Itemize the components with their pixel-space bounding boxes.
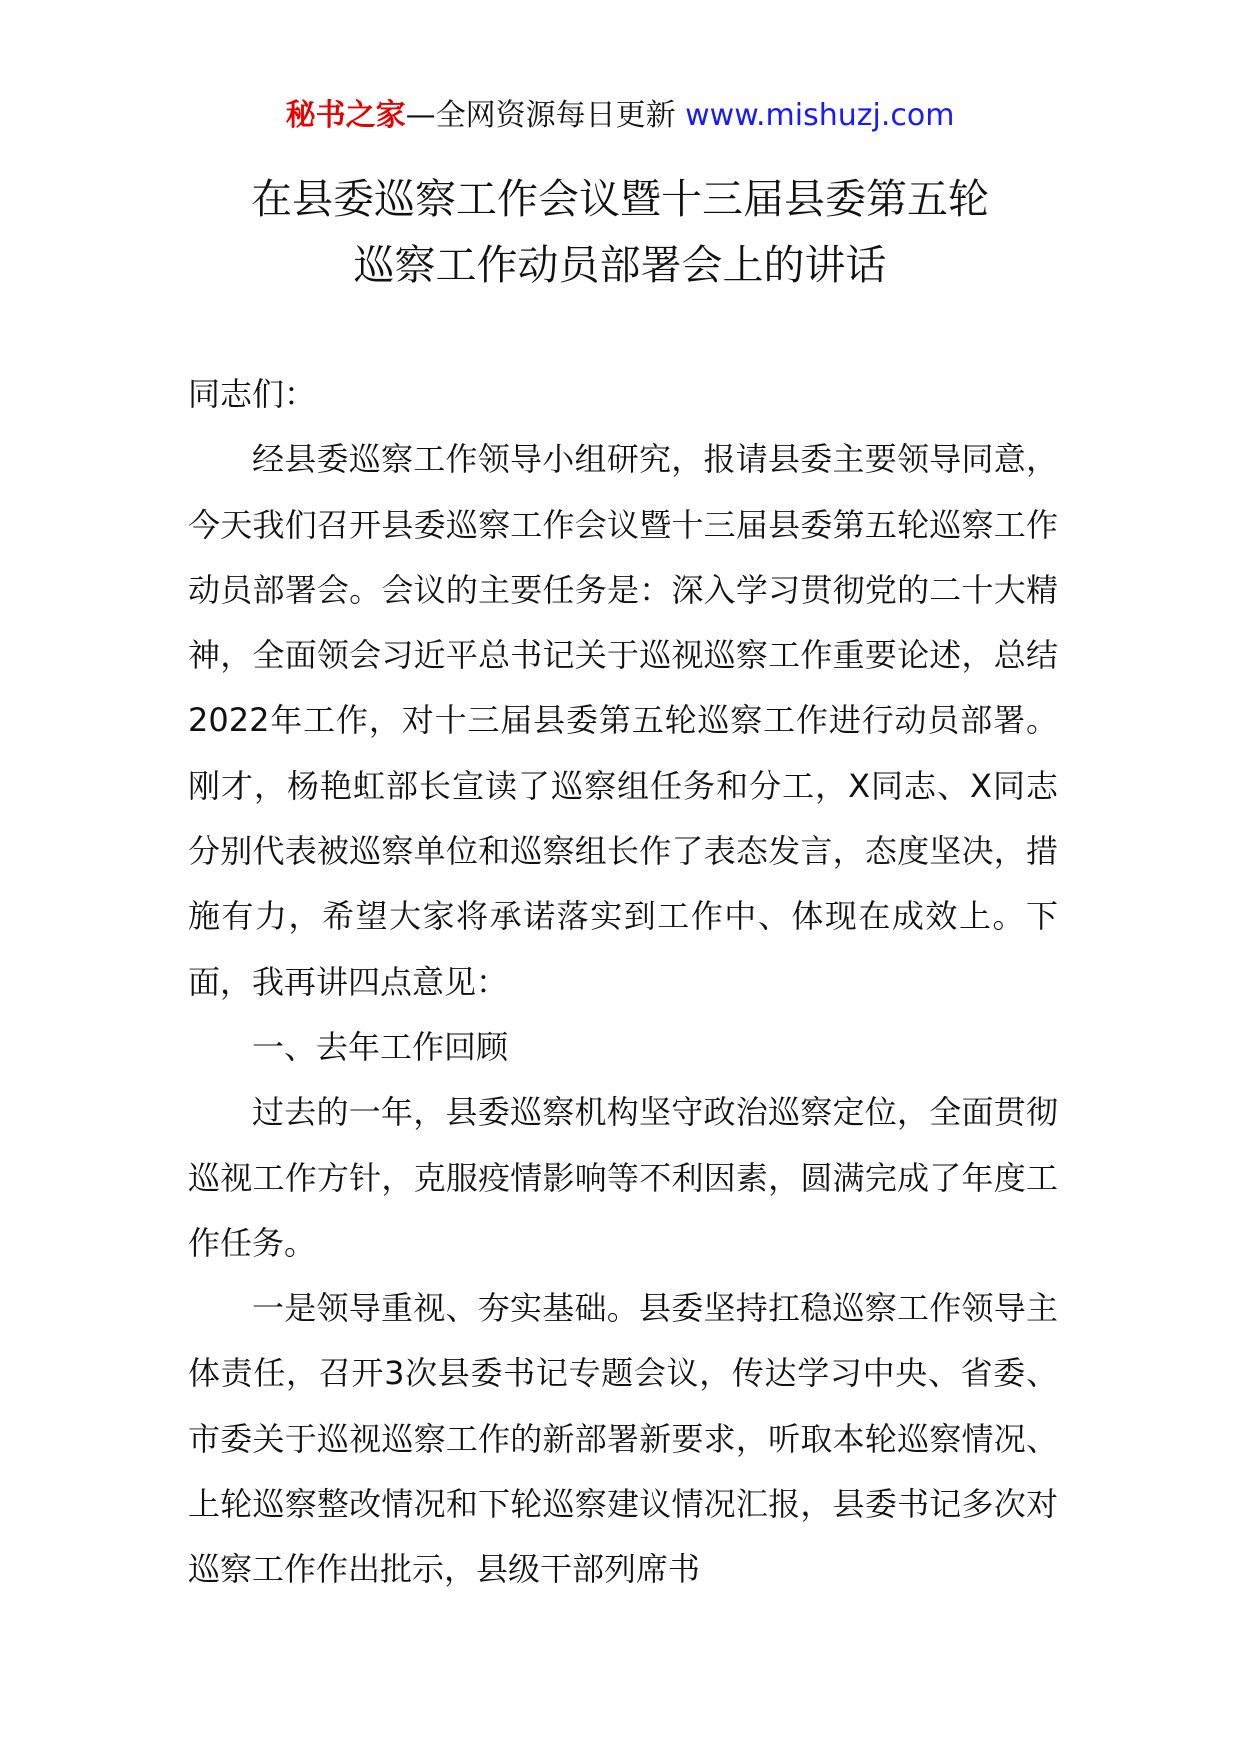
salutation: 同志们： xyxy=(188,375,317,413)
section-heading-1: 一、去年工作回顾 xyxy=(252,1027,509,1066)
title-line-1: 在县委巡察工作会议暨十三届县委第五轮 xyxy=(251,175,989,223)
document-body xyxy=(188,362,1058,1603)
document-title xyxy=(0,166,1240,298)
brand-name: 秘书之家 xyxy=(285,98,406,133)
paragraph-review: 过去的一年，县委巡察机构坚守政治巡察定位，全面贯彻巡视工作方针，克服疫情影响等不利因素，圆满完成了年度工作任务。 xyxy=(188,1093,1058,1262)
paragraph-intro: 经县委巡察工作领导小组研究，报请县委主要领导同意，今天我们召开县委巡察工作会议暨十三届县委第五轮巡察工作动员部署会。会议的主要任务是：深入学习贯彻党的二十大精神，全面领会习近平总书记关于巡视巡察工作重要论述，总结2022年工作，对十三届县委第五轮巡察工作进行动员部署。刚才，杨艳虹部长宣读了巡察组任务和分工，X同志、X同志分别代表被巡察单位和巡察组长作了表态发言，态度坚决，措施有力，希望大家将承诺落实到工作中、体现在成效上。下面，我再讲四点意见： xyxy=(188,440,1058,1001)
site-url-link[interactable]: www.mishuzj.com xyxy=(685,98,955,133)
header-slogan: —全网资源每日更新 xyxy=(405,98,676,133)
site-header xyxy=(0,96,1240,136)
title-line-2: 巡察工作动员部署会上的讲话 xyxy=(353,241,887,289)
paragraph-point-1: 一是领导重视、夯实基础。县委坚持扛稳巡察工作领导主体责任，召开3次县委书记专题会议，传达学习中央、省委、市委关于巡视巡察工作的新部署新要求，听取本轮巡察情况、上轮巡察整改情况和下轮巡察建议情况汇报，县委书记多次对巡察工作作出批示，县级干部列席书 xyxy=(188,1289,1058,1589)
